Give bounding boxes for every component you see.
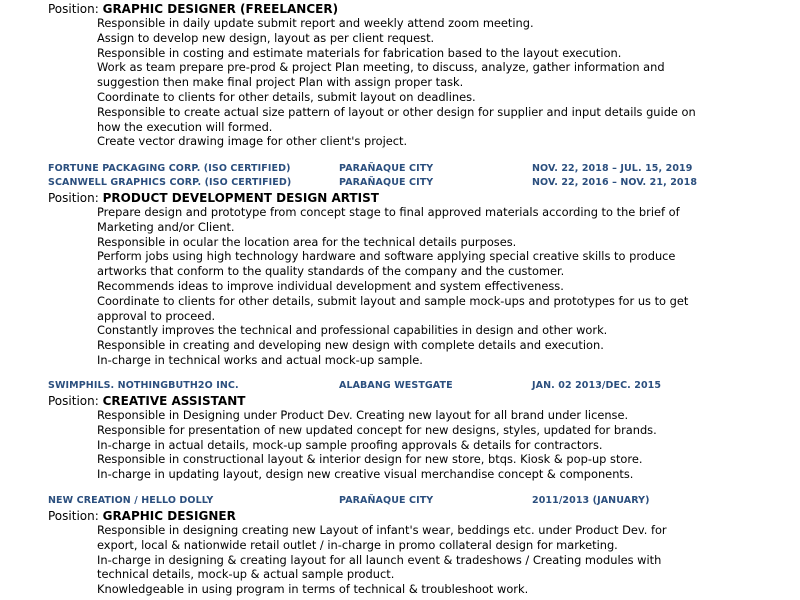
position-line bbox=[48, 394, 800, 408]
duty-item: Coordinate to clients for other details, submit layout on deadlines. bbox=[97, 89, 476, 104]
position-line bbox=[48, 509, 800, 523]
company-row bbox=[0, 177, 800, 191]
experience-section-creative-assistant bbox=[0, 380, 800, 482]
duty-item: Coordinate to clients for other details, submit layout and sample mock-ups and prototypes for us to get approval to proceed. bbox=[97, 293, 689, 323]
duty-item: Responsible in Designing under Product Dev. Creating new layout for all brand under license. bbox=[97, 408, 629, 422]
duty-item: Responsible in designing creating new Layout of infant's wear, beddings etc. under Product Dev. for export, local & nationwide retail outlet / in-charge in promo collateral design for marketing. bbox=[97, 523, 667, 552]
duty-item: Assign to develop new design, layout as per client request. bbox=[97, 30, 435, 45]
employment-dates: NOV. 22, 2018 – JUL. 15, 2019 bbox=[532, 163, 693, 174]
duty-item: Knowledgeable in using program in terms of technical & troubleshoot work. bbox=[97, 582, 529, 597]
duty-item: Create vector drawing image for other client's project. bbox=[97, 134, 408, 149]
employment-dates: JAN. 02 2013/DEC. 2015 bbox=[532, 380, 662, 391]
position-label: Position: bbox=[48, 191, 99, 205]
duty-item: Perform jobs using high technology hardware and software applying special creative skills to produce artworks that conform to the quality standards of the company and the customer. bbox=[97, 249, 676, 279]
duty-item: Responsible in ocular the location area for the technical details purposes. bbox=[97, 234, 517, 249]
company-name: SWIMPHILS. NOTHINGBUTH2O INC. bbox=[48, 380, 239, 391]
company-location: PARAÑAQUE CITY bbox=[339, 163, 434, 174]
position-label: Position: bbox=[48, 509, 99, 523]
duty-item: In-charge in designing & creating layout for all launch event & tradeshows / Creating modules with technical details, mock-up & actual sample product. bbox=[97, 552, 662, 582]
company-location: PARAÑAQUE CITY bbox=[339, 177, 434, 188]
duty-item: Constantly improves the technical and professional capabilities in design and other work. bbox=[97, 323, 608, 338]
position-line bbox=[48, 2, 800, 16]
position-title: GRAPHIC DESIGNER (FREELANCER) bbox=[102, 2, 339, 16]
duty-item: Responsible in costing and estimate materials for fabrication based to the layout execution. bbox=[97, 45, 622, 60]
duty-list bbox=[0, 523, 800, 597]
duty-item: Work as team prepare pre-prod & project Plan meeting, to discuss, analyze, gather information and suggestion then make final project Plan with assign proper task. bbox=[97, 60, 665, 90]
position-title: CREATIVE ASSISTANT bbox=[102, 394, 246, 408]
experience-section-graphic-designer bbox=[0, 495, 800, 597]
company-name: NEW CREATION / HELLO DOLLY bbox=[48, 495, 214, 506]
duty-item: Responsible in daily update submit report and weekly attend zoom meeting. bbox=[97, 16, 534, 30]
position-label: Position: bbox=[48, 394, 99, 408]
company-row bbox=[0, 380, 800, 394]
duty-list bbox=[0, 16, 800, 149]
company-name: FORTUNE PACKAGING CORP. (ISO CERTIFIED) bbox=[48, 163, 291, 174]
duty-item: In-charge in technical works and actual mock-up sample. bbox=[97, 352, 423, 367]
duty-item: Prepare design and prototype from concept stage to final approved materials according to the brief of Marketing and/or Client. bbox=[97, 205, 680, 234]
duty-item: Responsible for presentation of new updated concept for new designs, styles, updated for brands. bbox=[97, 422, 657, 437]
company-row bbox=[0, 495, 800, 509]
duty-item: Recommends ideas to improve individual development and system effectiveness. bbox=[97, 278, 564, 293]
duty-list bbox=[0, 205, 800, 368]
company-name: SCANWELL GRAPHICS CORP. (ISO CERTIFIED) bbox=[48, 177, 292, 188]
employment-dates: NOV. 22, 2016 – NOV. 21, 2018 bbox=[532, 177, 698, 188]
duty-item: Responsible to create actual size pattern of layout or other design for supplier and input details guide on how the execution will formed. bbox=[97, 104, 696, 134]
position-title: GRAPHIC DESIGNER bbox=[102, 509, 236, 523]
duty-item: Responsible in constructional layout & interior design for new store, btqs. Kiosk & pop-up store. bbox=[97, 452, 643, 467]
company-row bbox=[0, 163, 800, 177]
duty-item: Responsible in creating and developing new design with complete details and execution. bbox=[97, 338, 604, 353]
duty-item: In-charge in updating layout, design new creative visual merchandise concept & components. bbox=[97, 467, 634, 482]
company-location: PARAÑAQUE CITY bbox=[339, 495, 434, 506]
company-location: ALABANG WESTGATE bbox=[339, 380, 453, 391]
position-title: PRODUCT DEVELOPMENT DESIGN ARTIST bbox=[102, 191, 379, 205]
experience-section-product-dev bbox=[0, 163, 800, 368]
position-line bbox=[48, 191, 800, 205]
duty-item: In-charge in actual details, mock-up sample proofing approvals & details for contractors. bbox=[97, 437, 603, 452]
experience-section-freelancer bbox=[0, 2, 800, 149]
position-label: Position: bbox=[48, 2, 99, 16]
duty-list bbox=[0, 408, 800, 482]
employment-dates: 2011/2013 (JANUARY) bbox=[532, 495, 650, 506]
